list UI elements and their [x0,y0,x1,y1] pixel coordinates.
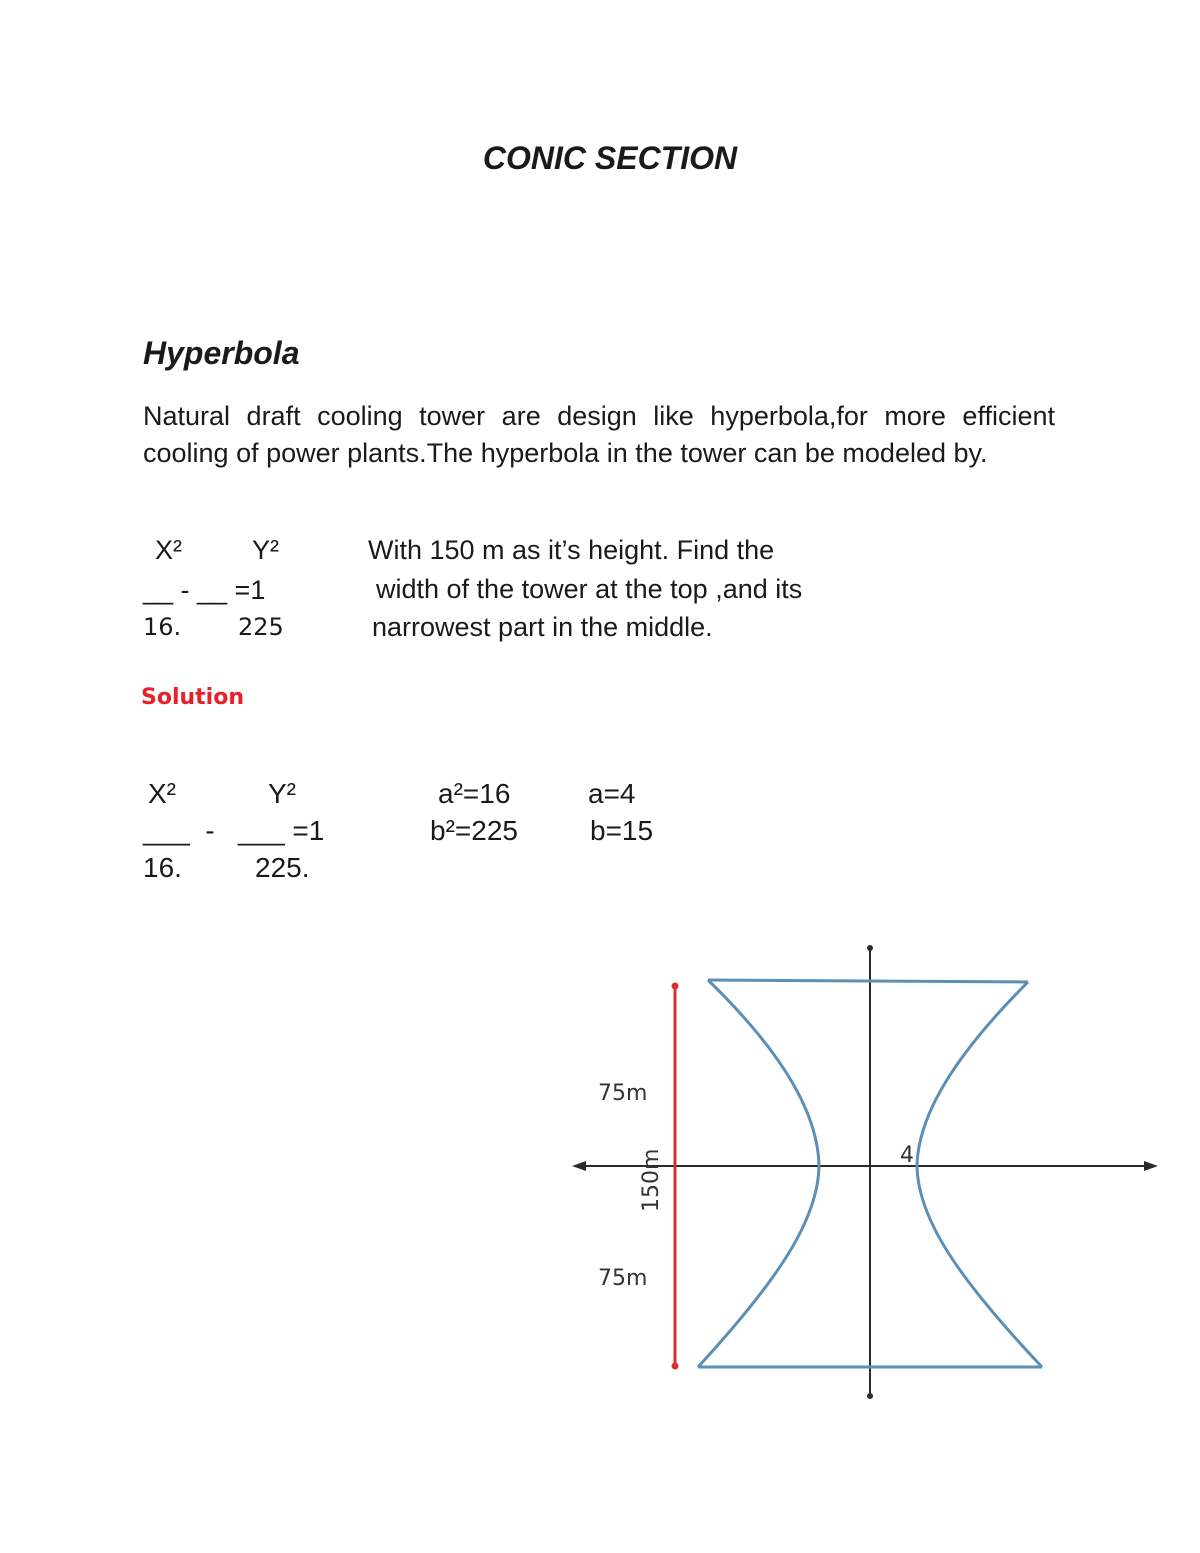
problem-text-line-3: narrowest part in the middle. [372,612,713,642]
solution-y-numerator: Y² [268,778,296,809]
height-line [672,983,679,1370]
label-top-height: 75m [598,1081,648,1106]
solution-a-value: a=4 [588,778,636,809]
tower-top-edge [708,980,1028,982]
solution-x-denominator: 16. [143,852,182,883]
solution-fraction-line: ___ - ___ =1 [143,815,325,846]
solution-a-squared: a²=16 [438,778,511,809]
tower-right-branch [917,982,1042,1367]
problem-x-numerator: X² [155,535,182,565]
problem-x-denominator: 16. [143,613,182,641]
solution-y-denominator: 225. [255,852,310,883]
solution-x-numerator: X² [148,778,176,809]
section-heading: Hyperbola [143,335,300,371]
problem-text-line-2: width of the tower at the top ,and its [376,574,803,604]
problem-y-denominator: 225 [238,613,284,641]
solution-b-squared: b²=225 [430,815,518,846]
vertical-axis [867,945,873,1399]
problem-text-line-1: With 150 m as it’s height. Find the [368,535,775,565]
tower-left-branch [698,980,819,1367]
problem-y-numerator: Y² [252,535,279,565]
label-total-height: 150m [639,1148,664,1212]
document-title: CONIC SECTION [482,140,738,176]
hyperbola-tower-figure [560,930,1180,1420]
intro-paragraph: Natural draft cooling tower are design like hyperbola,for more efficient cooling of power plants.The hyperbola in the tower can be modeled by. [143,401,1055,468]
label-vertex: 4 [900,1143,914,1168]
problem-fraction-line: __ - __ =1 [143,575,266,605]
label-bottom-height: 75m [598,1266,648,1291]
solution-label: Solution [141,685,244,710]
solution-b-value: b=15 [590,815,654,846]
